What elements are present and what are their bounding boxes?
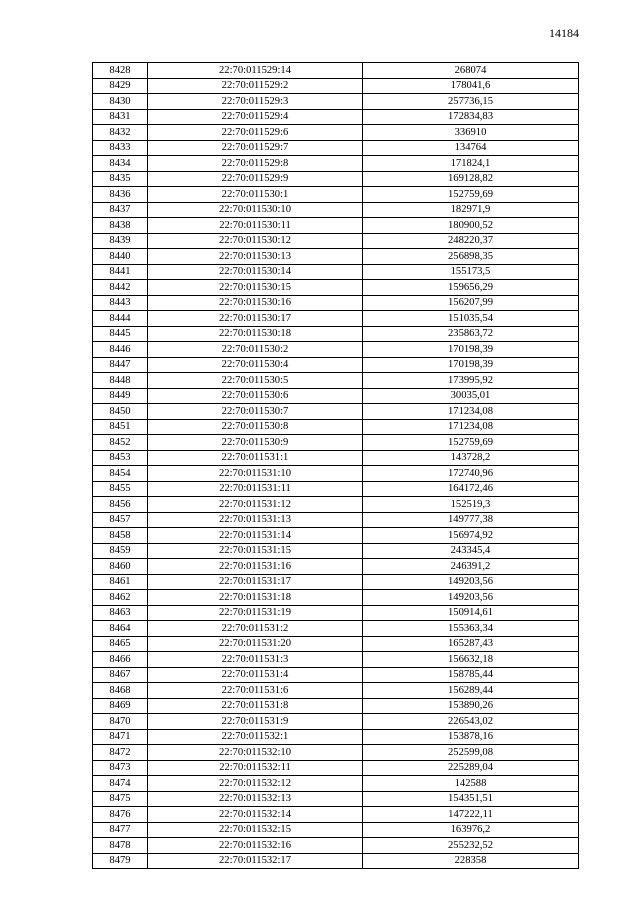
cadastral-number-cell: 22:70:011531:10 [148,466,363,482]
value-cell: 152759,69 [363,187,579,203]
cadastral-number-cell: 22:70:011530:10 [148,202,363,218]
table-row [93,636,579,652]
value-cell: 170198,39 [363,357,579,373]
cadastral-number-cell: 22:70:011530:12 [148,233,363,249]
row-number-cell: 8442 [93,280,148,296]
row-number-cell: 8446 [93,342,148,358]
table-row [93,543,579,559]
table-row [93,853,579,869]
table-row [93,574,579,590]
cadastral-number-cell: 22:70:011532:1 [148,729,363,745]
table-row [93,466,579,482]
table-row [93,667,579,683]
row-number-cell: 8456 [93,497,148,513]
value-cell: 156632,18 [363,652,579,668]
value-cell: 152519,3 [363,497,579,513]
table-row [93,109,579,125]
value-cell: 150914,61 [363,605,579,621]
value-cell: 151035,54 [363,311,579,327]
table-row [93,435,579,451]
cadastral-number-cell: 22:70:011530:17 [148,311,363,327]
row-number-cell: 8467 [93,667,148,683]
row-number-cell: 8454 [93,466,148,482]
value-cell: 246391,2 [363,559,579,575]
row-number-cell: 8469 [93,698,148,714]
value-cell: 158785,44 [363,667,579,683]
row-number-cell: 8472 [93,745,148,761]
value-cell: 170198,39 [363,342,579,358]
cadastral-number-cell: 22:70:011529:3 [148,94,363,110]
table-row [93,450,579,466]
row-number-cell: 8453 [93,450,148,466]
table-row [93,760,579,776]
value-cell: 149777,38 [363,512,579,528]
row-number-cell: 8470 [93,714,148,730]
value-cell: 243345,4 [363,543,579,559]
value-cell: 171234,08 [363,419,579,435]
table-row [93,342,579,358]
value-cell: 252599,08 [363,745,579,761]
cadastral-number-cell: 22:70:011532:11 [148,760,363,776]
row-number-cell: 8474 [93,776,148,792]
row-number-cell: 8458 [93,528,148,544]
cadastral-number-cell: 22:70:011530:18 [148,326,363,342]
data-table [92,62,579,869]
cadastral-number-cell: 22:70:011531:18 [148,590,363,606]
value-cell: 134764 [363,140,579,156]
table-row [93,357,579,373]
cadastral-number-cell: 22:70:011530:2 [148,342,363,358]
value-cell: 149203,56 [363,590,579,606]
row-number-cell: 8429 [93,78,148,94]
row-number-cell: 8441 [93,264,148,280]
cadastral-number-cell: 22:70:011532:15 [148,822,363,838]
row-number-cell: 8462 [93,590,148,606]
value-cell: 147222,11 [363,807,579,823]
cadastral-number-cell: 22:70:011530:13 [148,249,363,265]
row-number-cell: 8459 [93,543,148,559]
cadastral-number-cell: 22:70:011531:9 [148,714,363,730]
cadastral-number-cell: 22:70:011532:14 [148,807,363,823]
table-row [93,156,579,172]
cadastral-number-cell: 22:70:011531:16 [148,559,363,575]
cadastral-number-cell: 22:70:011530:8 [148,419,363,435]
row-number-cell: 8451 [93,419,148,435]
value-cell: 149203,56 [363,574,579,590]
row-number-cell: 8464 [93,621,148,637]
row-number-cell: 8440 [93,249,148,265]
cadastral-number-cell: 22:70:011529:9 [148,171,363,187]
cadastral-number-cell: 22:70:011531:17 [148,574,363,590]
table-row [93,528,579,544]
value-cell: 155173,5 [363,264,579,280]
table-row [93,94,579,110]
value-cell: 155363,34 [363,621,579,637]
cadastral-number-cell: 22:70:011530:11 [148,218,363,234]
row-number-cell: 8430 [93,94,148,110]
table-row [93,652,579,668]
cadastral-number-cell: 22:70:011530:9 [148,435,363,451]
table-row [93,419,579,435]
cadastral-number-cell: 22:70:011530:6 [148,388,363,404]
value-cell: 172740,96 [363,466,579,482]
cadastral-number-cell: 22:70:011530:4 [148,357,363,373]
row-number-cell: 8460 [93,559,148,575]
row-number-cell: 8465 [93,636,148,652]
row-number-cell: 8447 [93,357,148,373]
table-row [93,807,579,823]
row-number-cell: 8463 [93,605,148,621]
cadastral-number-cell: 22:70:011529:14 [148,63,363,79]
row-number-cell: 8433 [93,140,148,156]
value-cell: 235863,72 [363,326,579,342]
table-row [93,776,579,792]
value-cell: 169128,82 [363,171,579,187]
table-row [93,140,579,156]
cadastral-number-cell: 22:70:011531:15 [148,543,363,559]
table-row [93,559,579,575]
table-row [93,78,579,94]
row-number-cell: 8457 [93,512,148,528]
cadastral-number-cell: 22:70:011531:3 [148,652,363,668]
value-cell: 156207,99 [363,295,579,311]
cadastral-number-cell: 22:70:011531:12 [148,497,363,513]
cadastral-number-cell: 22:70:011531:6 [148,683,363,699]
table-row [93,311,579,327]
cadastral-number-cell: 22:70:011531:13 [148,512,363,528]
row-number-cell: 8452 [93,435,148,451]
row-number-cell: 8461 [93,574,148,590]
value-cell: 30035,01 [363,388,579,404]
table-row [93,605,579,621]
cadastral-number-cell: 22:70:011529:4 [148,109,363,125]
row-number-cell: 8443 [93,295,148,311]
table-row [93,621,579,637]
cadastral-number-cell: 22:70:011531:2 [148,621,363,637]
table-row [93,326,579,342]
table-row [93,187,579,203]
value-cell: 142588 [363,776,579,792]
table-row [93,698,579,714]
cadastral-number-cell: 22:70:011532:10 [148,745,363,761]
value-cell: 257736,15 [363,94,579,110]
table-body [93,63,579,869]
cadastral-number-cell: 22:70:011530:5 [148,373,363,389]
cadastral-number-cell: 22:70:011529:6 [148,125,363,141]
value-cell: 180900,52 [363,218,579,234]
row-number-cell: 8449 [93,388,148,404]
row-number-cell: 8435 [93,171,148,187]
row-number-cell: 8473 [93,760,148,776]
row-number-cell: 8432 [93,125,148,141]
value-cell: 154351,51 [363,791,579,807]
value-cell: 336910 [363,125,579,141]
cadastral-number-cell: 22:70:011532:13 [148,791,363,807]
table-row [93,683,579,699]
cadastral-number-cell: 22:70:011531:11 [148,481,363,497]
page-number: 14184 [549,26,579,40]
table-row [93,295,579,311]
table-row [93,791,579,807]
cadastral-number-cell: 22:70:011529:2 [148,78,363,94]
cadastral-number-cell: 22:70:011529:8 [148,156,363,172]
value-cell: 153878,16 [363,729,579,745]
value-cell: 182971,9 [363,202,579,218]
row-number-cell: 8476 [93,807,148,823]
cadastral-number-cell: 22:70:011531:4 [148,667,363,683]
row-number-cell: 8479 [93,853,148,869]
value-cell: 256898,35 [363,249,579,265]
value-cell: 159656,29 [363,280,579,296]
cadastral-number-cell: 22:70:011531:1 [148,450,363,466]
row-number-cell: 8436 [93,187,148,203]
value-cell: 268074 [363,63,579,79]
row-number-cell: 8478 [93,838,148,854]
value-cell: 165287,43 [363,636,579,652]
cadastral-number-cell: 22:70:011530:15 [148,280,363,296]
cadastral-number-cell: 22:70:011530:1 [148,187,363,203]
table-row [93,745,579,761]
cadastral-number-cell: 22:70:011529:7 [148,140,363,156]
value-cell: 156289,44 [363,683,579,699]
value-cell: 248220,37 [363,233,579,249]
table-row [93,512,579,528]
cadastral-number-cell: 22:70:011532:12 [148,776,363,792]
table-row [93,63,579,79]
value-cell: 153890,26 [363,698,579,714]
table-row [93,218,579,234]
value-cell: 171234,08 [363,404,579,420]
table-row [93,280,579,296]
table-row [93,125,579,141]
cadastral-number-cell: 22:70:011532:17 [148,853,363,869]
table-row [93,822,579,838]
cadastral-number-cell: 22:70:011530:7 [148,404,363,420]
table-row [93,481,579,497]
value-cell: 173995,92 [363,373,579,389]
table-row [93,729,579,745]
row-number-cell: 8471 [93,729,148,745]
row-number-cell: 8431 [93,109,148,125]
table-row [93,714,579,730]
row-number-cell: 8439 [93,233,148,249]
table-row [93,202,579,218]
value-cell: 152759,69 [363,435,579,451]
cadastral-number-cell: 22:70:011531:19 [148,605,363,621]
value-cell: 255232,52 [363,838,579,854]
row-number-cell: 8466 [93,652,148,668]
value-cell: 172834,83 [363,109,579,125]
table-row [93,249,579,265]
table-row [93,233,579,249]
cadastral-number-cell: 22:70:011531:14 [148,528,363,544]
table-row [93,373,579,389]
row-number-cell: 8448 [93,373,148,389]
value-cell: 225289,04 [363,760,579,776]
cadastral-number-cell: 22:70:011531:8 [148,698,363,714]
row-number-cell: 8438 [93,218,148,234]
table-row [93,404,579,420]
row-number-cell: 8445 [93,326,148,342]
value-cell: 226543,02 [363,714,579,730]
value-cell: 163976,2 [363,822,579,838]
cadastral-number-cell: 22:70:011530:16 [148,295,363,311]
row-number-cell: 8437 [93,202,148,218]
value-cell: 228358 [363,853,579,869]
row-number-cell: 8444 [93,311,148,327]
table-row [93,388,579,404]
value-cell: 156974,92 [363,528,579,544]
cadastral-number-cell: 22:70:011531:20 [148,636,363,652]
table-row [93,838,579,854]
table-row [93,590,579,606]
value-cell: 178041,6 [363,78,579,94]
cadastral-number-cell: 22:70:011530:14 [148,264,363,280]
table-row [93,497,579,513]
table-row [93,171,579,187]
row-number-cell: 8475 [93,791,148,807]
row-number-cell: 8468 [93,683,148,699]
row-number-cell: 8428 [93,63,148,79]
row-number-cell: 8434 [93,156,148,172]
value-cell: 171824,1 [363,156,579,172]
row-number-cell: 8477 [93,822,148,838]
row-number-cell: 8455 [93,481,148,497]
cadastral-number-cell: 22:70:011532:16 [148,838,363,854]
value-cell: 164172,46 [363,481,579,497]
row-number-cell: 8450 [93,404,148,420]
table-row [93,264,579,280]
value-cell: 143728,2 [363,450,579,466]
